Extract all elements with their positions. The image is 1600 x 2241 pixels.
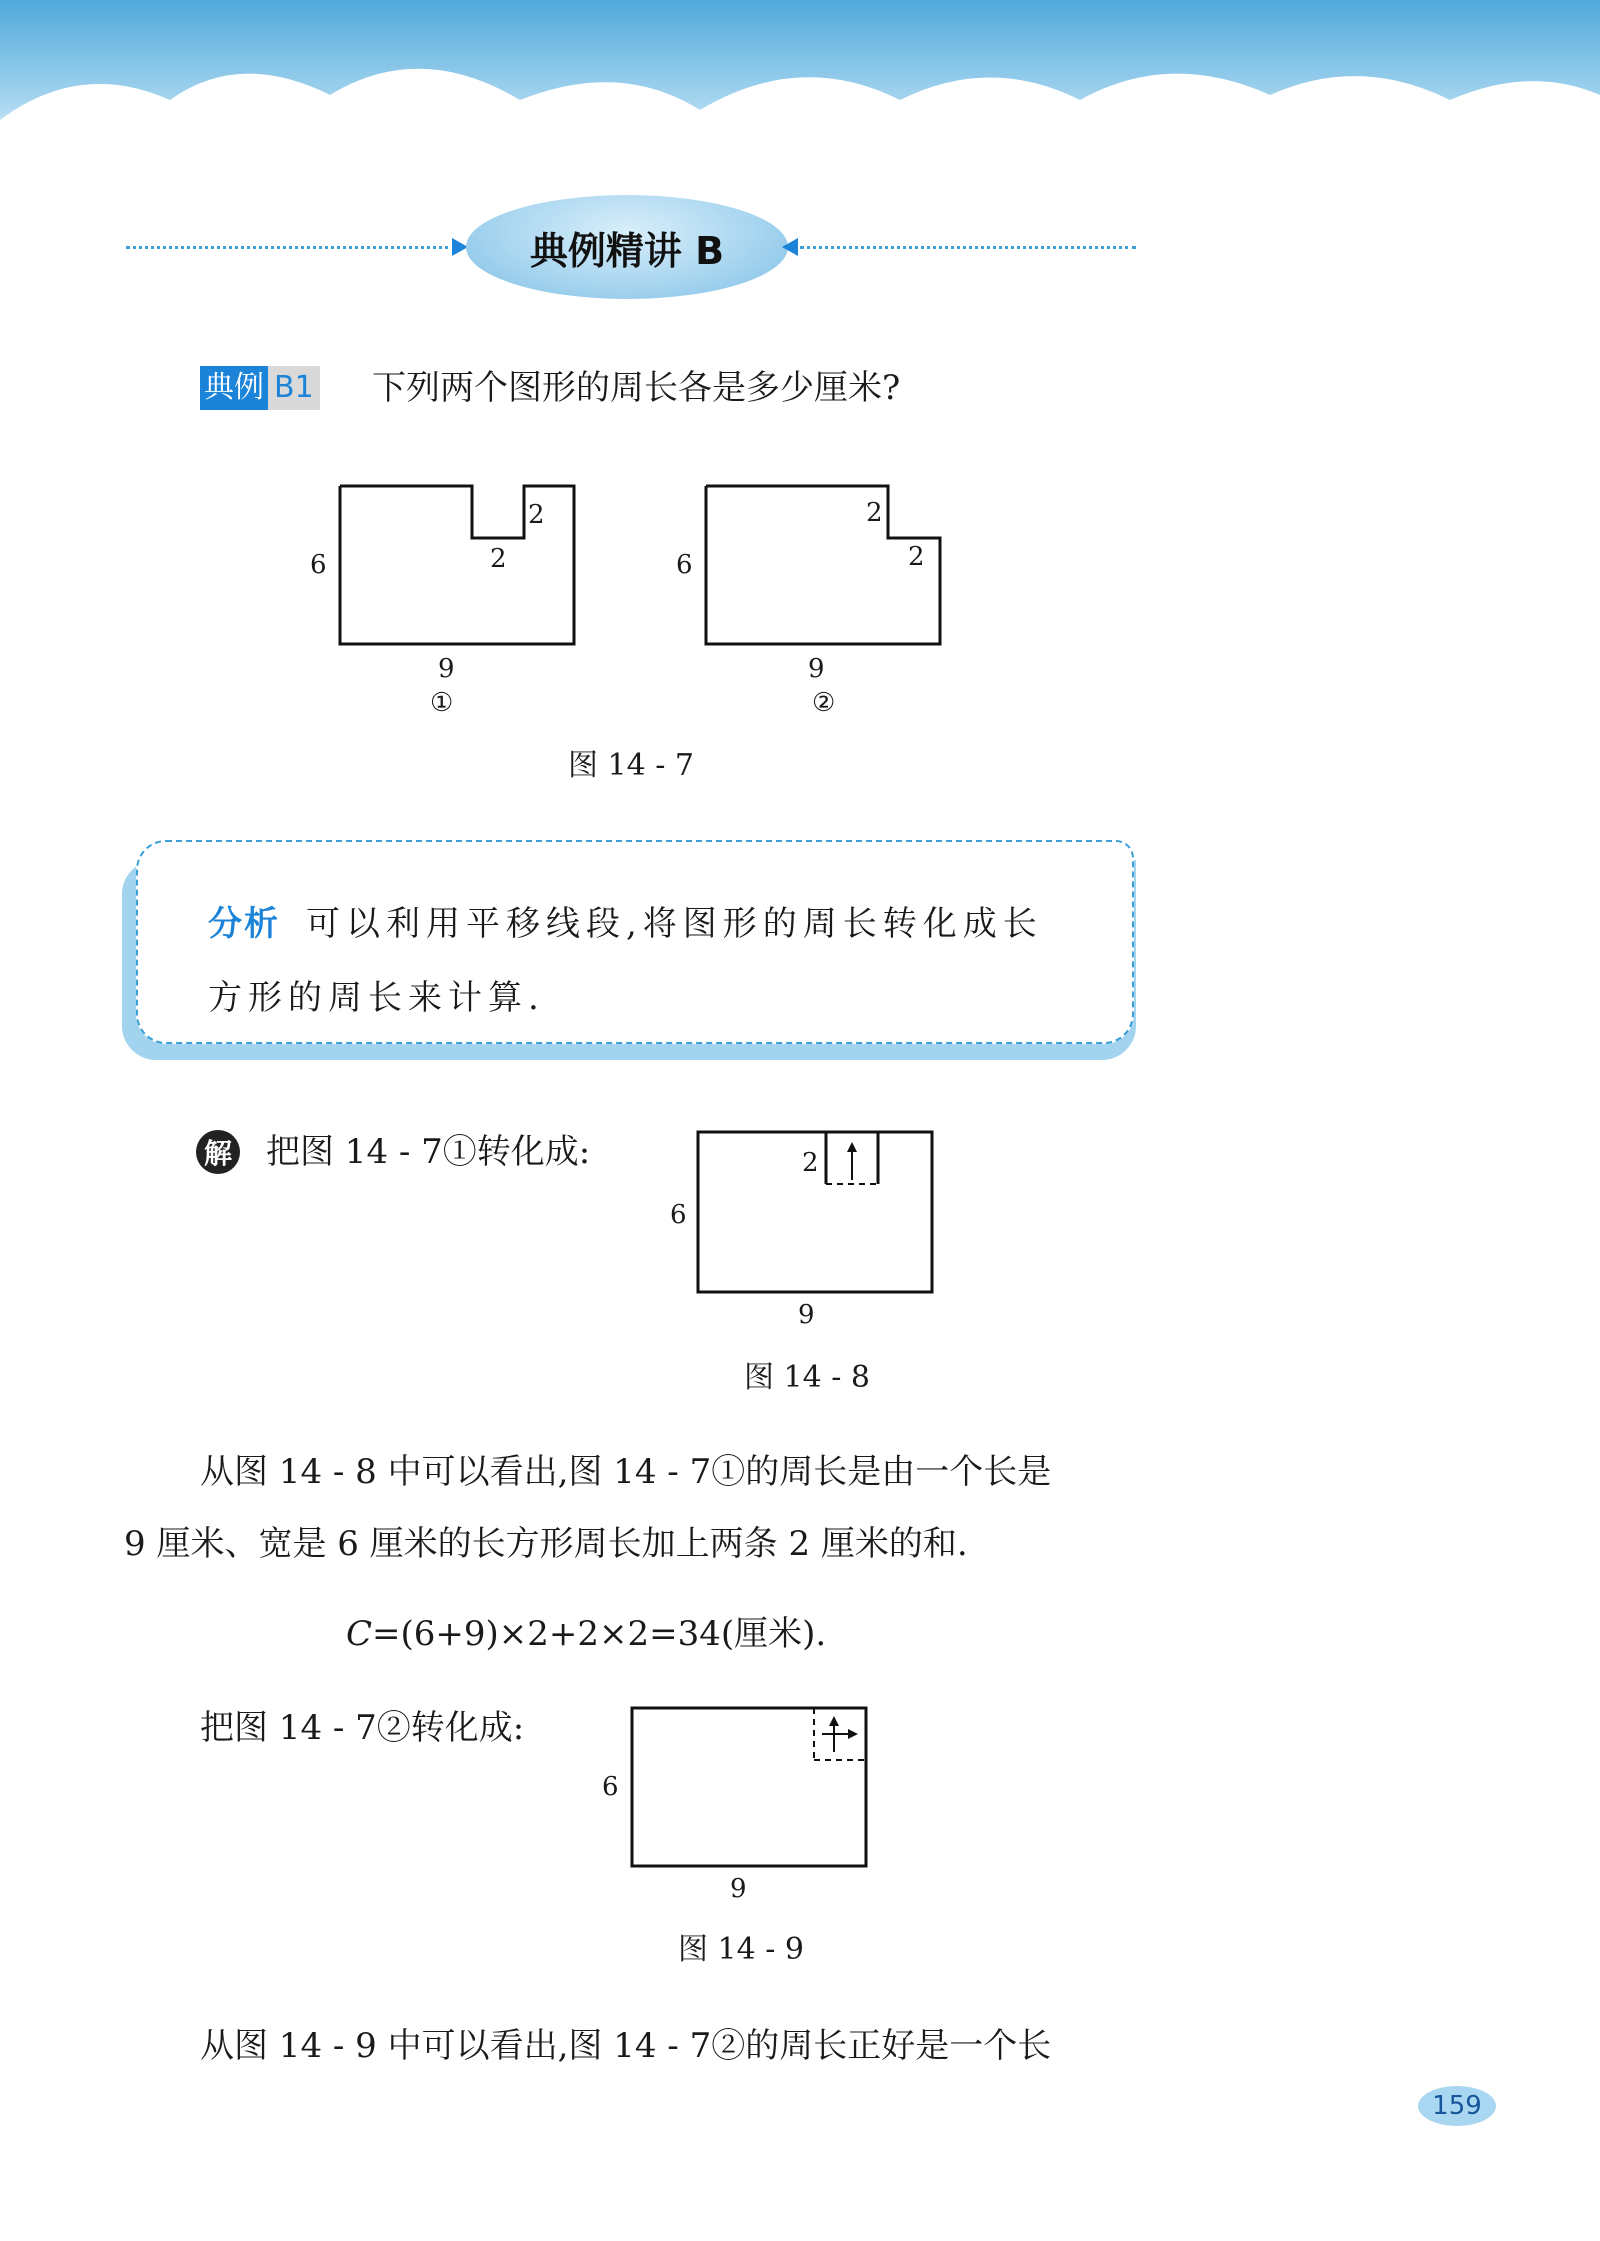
solution-icon: 解 (196, 1130, 240, 1174)
figure-14-8-caption: 图 14 - 8 (744, 1360, 871, 1395)
shape1-marker: ① (430, 688, 454, 718)
sky-cloud-banner (0, 0, 1600, 170)
section-title: 典例精讲 B (466, 195, 788, 299)
shape2-base-label: 9 (808, 654, 825, 684)
analysis-line-1 (208, 900, 1043, 948)
analysis-line-2: 方形的周长来计算. (208, 978, 545, 1018)
shape2-cut-height-label: 2 (866, 498, 883, 528)
figure-14-7-caption: 图 14 - 7 (568, 748, 695, 783)
header-dotted-line-right (800, 246, 1136, 249)
solution-step-2: 把图 14 - 7②转化成: (200, 1708, 525, 1748)
figure-14-8-height-label: 6 (670, 1200, 687, 1230)
shape1-base-label: 9 (438, 654, 455, 684)
shape1-notch-width-label: 2 (490, 544, 507, 574)
figure-14-9-diagram (630, 1706, 870, 1870)
example-badge (200, 366, 320, 410)
shape1-notch-depth-label: 2 (528, 500, 545, 530)
formula-expression: =(6+9)×2+2×2=34(厘米). (372, 1614, 827, 1654)
paragraph-1-line-1: 从图 14 - 8 中可以看出,图 14 - 7①的周长是由一个长是 (200, 1452, 1052, 1492)
solution-step-1: 把图 14 - 7①转化成: (266, 1132, 591, 1172)
shape2-marker: ② (812, 688, 836, 718)
shape2-cut-width-label: 2 (908, 542, 925, 572)
figure-14-8-base-label: 9 (798, 1300, 815, 1330)
formula-variable: C (346, 1614, 373, 1654)
figure-14-9-height-label: 6 (602, 1772, 619, 1802)
paragraph-2-line-1: 从图 14 - 9 中可以看出,图 14 - 7②的周长正好是一个长 (200, 2026, 1052, 2066)
header-arrow-right-icon (782, 238, 798, 256)
shape2-height-label: 6 (676, 550, 693, 580)
example-badge-number: B1 (268, 366, 320, 410)
paragraph-1-line-2: 9 厘米、宽是 6 厘米的长方形周长加上两条 2 厘米的和. (124, 1524, 968, 1564)
figure-14-9-base-label: 9 (730, 1874, 747, 1904)
header-dotted-line-left (126, 246, 456, 249)
analysis-text-1: 可以利用平移线段,将图形的周长转化成长 (306, 904, 1043, 944)
example-question: 下列两个图形的周长各是多少厘米? (372, 368, 901, 408)
example-badge-label: 典例 (200, 366, 268, 410)
figure-14-8-notch-label: 2 (802, 1148, 819, 1178)
figure-14-9-caption: 图 14 - 9 (678, 1932, 805, 1967)
page-number: 159 (1418, 2086, 1496, 2126)
analysis-label: 分析 (208, 904, 280, 944)
shape1-height-label: 6 (310, 550, 327, 580)
perimeter-formula (346, 1610, 826, 1658)
